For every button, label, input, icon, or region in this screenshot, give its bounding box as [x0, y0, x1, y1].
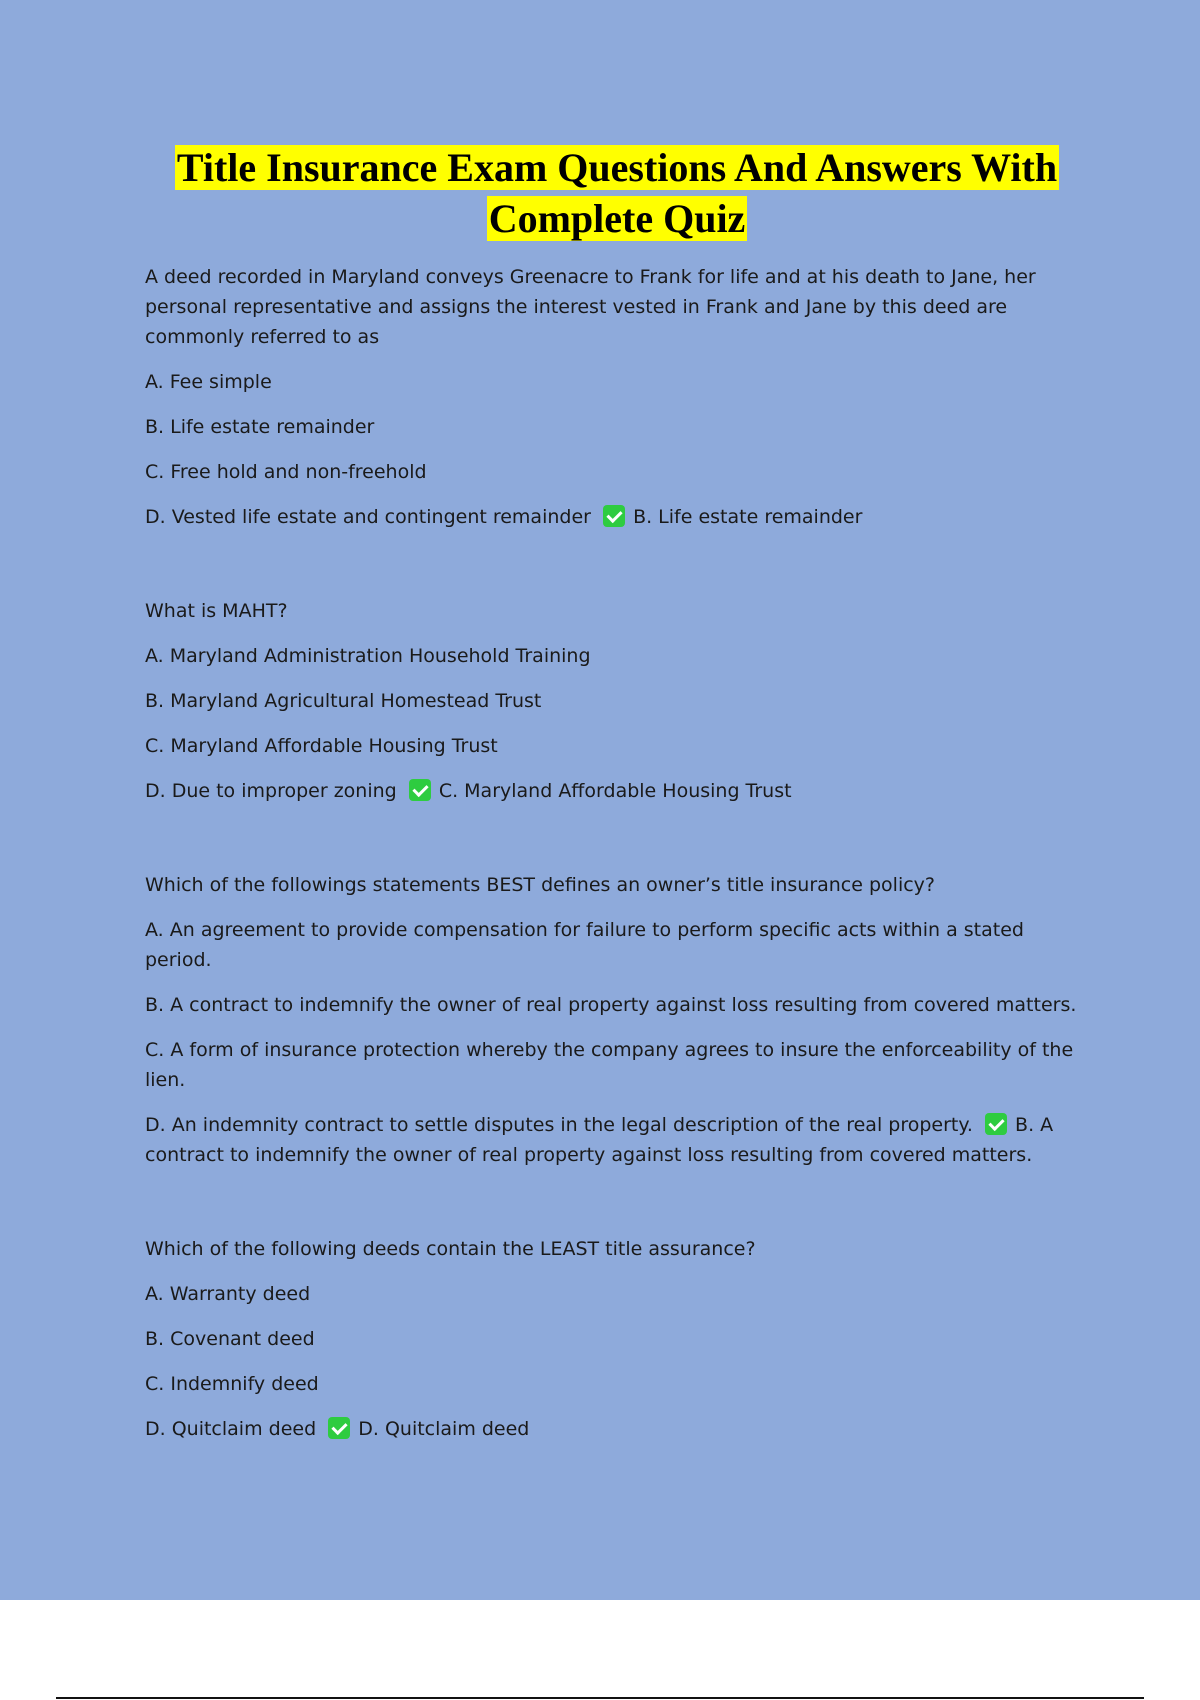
check-mark-icon: [603, 505, 625, 527]
option-b: B. Life estate remainder: [145, 416, 375, 438]
option-c: C. A form of insurance protection whereby the company agrees to insure the enforceability of the lien.: [145, 1039, 1074, 1091]
correct-answer: C. Maryland Affordable Housing Trust: [438, 780, 792, 802]
option-a: A. Warranty deed: [145, 1283, 311, 1305]
footer-divider: [56, 1697, 1144, 1699]
question-text: Which of the followings statements BEST defines an owner’s title insurance policy?: [145, 874, 936, 896]
option-b: B. Covenant deed: [145, 1328, 315, 1350]
option-c: C. Indemnify deed: [145, 1373, 319, 1395]
option-d: D. Due to improper zoning: [145, 780, 397, 802]
title-line-1: Title Insurance Exam Questions And Answers With: [176, 145, 1058, 190]
option-d-with-answer: [145, 1110, 1085, 1170]
option-d: D. Quitclaim deed: [145, 1418, 317, 1440]
option-a: A. Fee simple: [145, 371, 272, 393]
option-d: D. Vested life estate and contingent remainder: [145, 506, 591, 528]
title-line-2: Complete Quiz: [488, 196, 746, 241]
correct-answer: B. Life estate remainder: [633, 506, 863, 528]
document-title: [120, 142, 1114, 244]
question-block-1: [145, 262, 1085, 532]
option-d: D. An indemnity contract to settle disputes in the legal description of the real property.: [145, 1114, 973, 1136]
check-mark-icon: [409, 779, 431, 801]
question-block-3: [145, 870, 1085, 1170]
check-mark-icon: [328, 1417, 350, 1439]
question-block-4: [145, 1234, 1085, 1444]
option-b: B. A contract to indemnify the owner of real property against loss resulting from covered matters.: [145, 994, 1077, 1016]
question-block-2: [145, 596, 1085, 806]
check-mark-icon: [985, 1113, 1007, 1135]
option-d-with-answer: [145, 502, 1085, 532]
option-b: B. Maryland Agricultural Homestead Trust: [145, 690, 542, 712]
correct-answer: D. Quitclaim deed: [358, 1418, 530, 1440]
option-c: C. Maryland Affordable Housing Trust: [145, 735, 498, 757]
option-a: A. An agreement to provide compensation for failure to perform specific acts within a stated period.: [145, 919, 1024, 971]
quiz-content: [145, 262, 1085, 1508]
correct-answer: B. A contract to indemnify the owner of real property against loss resulting from covered matters.: [145, 1114, 1054, 1166]
option-c: C. Free hold and non-freehold: [145, 461, 427, 483]
option-d-with-answer: [145, 776, 1085, 806]
question-text: Which of the following deeds contain the LEAST title assurance?: [145, 1238, 756, 1260]
question-text: A deed recorded in Maryland conveys Greenacre to Frank for life and at his death to Jane, her personal representative and assigns the interest vested in Frank and Jane by this deed are commonly referred to as: [145, 266, 1036, 348]
option-a: A. Maryland Administration Household Training: [145, 645, 591, 667]
question-text: What is MAHT?: [145, 600, 288, 622]
option-d-with-answer: [145, 1414, 1085, 1444]
